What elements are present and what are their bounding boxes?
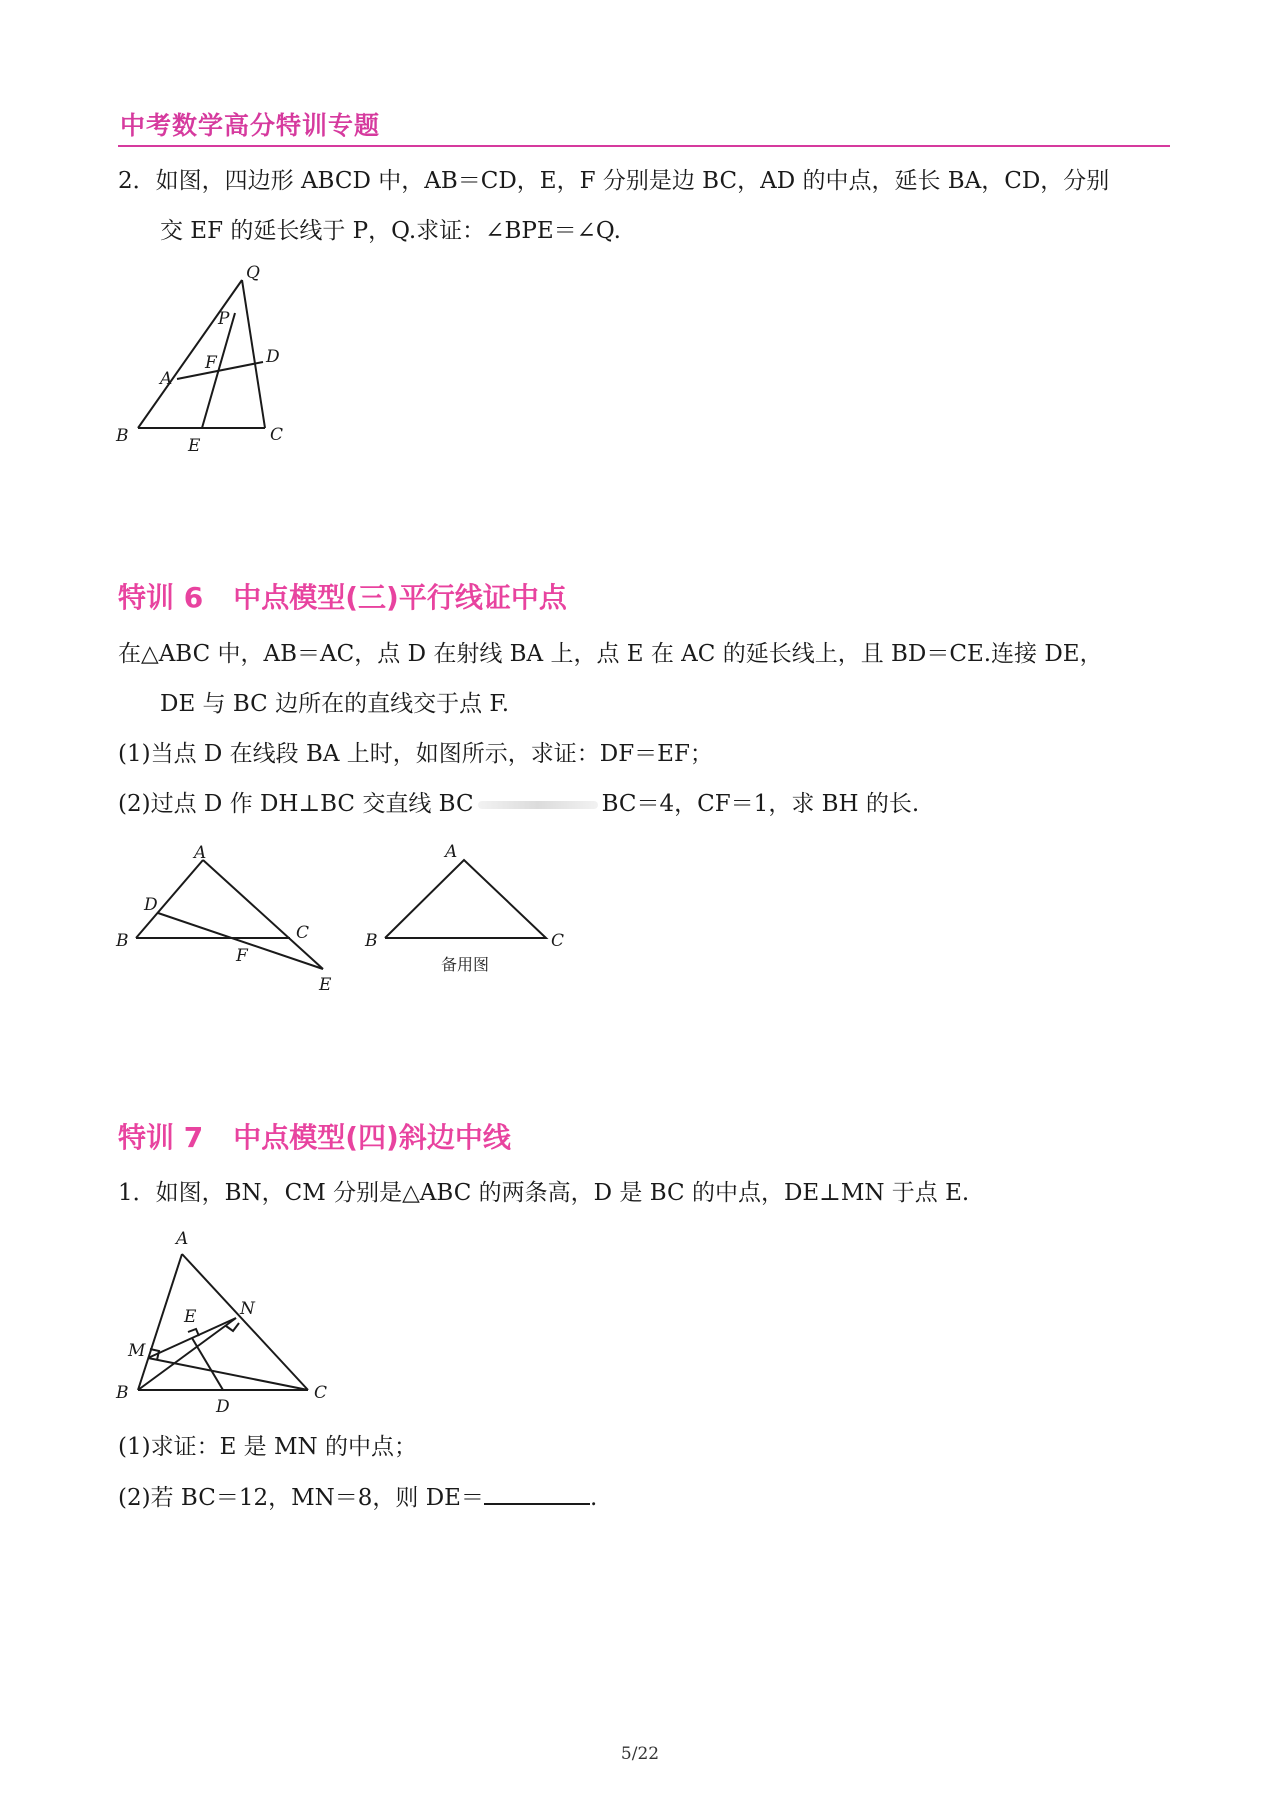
- segment-bn: [138, 1318, 236, 1390]
- section7-heading: [118, 1116, 511, 1156]
- label-a: A: [160, 369, 173, 389]
- section7-q2-start: (2)若 BC＝12，MN＝8，则 DE＝: [118, 1485, 484, 1511]
- section7-q2: [118, 1481, 597, 1515]
- section6-intro-line2: DE 与 BC 边所在的直线交于点 F.: [160, 691, 510, 717]
- problem2-line1: 2．如图，四边形 ABCD 中，AB＝CD，E，F 分别是边 BC，AD 的中点，延长 BA，CD，分别: [118, 168, 1110, 194]
- label-f: F: [205, 353, 217, 373]
- label-a: A: [176, 1229, 189, 1249]
- section6-figure2: [355, 842, 575, 982]
- obscured-text: [478, 801, 598, 809]
- label-c: C: [296, 923, 310, 943]
- label-f: F: [236, 946, 248, 966]
- label-c: C: [314, 1383, 328, 1403]
- label-b: B: [116, 426, 129, 446]
- label-b: B: [116, 931, 129, 951]
- answer-blank[interactable]: [484, 1483, 590, 1505]
- section6-figure1: [110, 842, 350, 992]
- section7-q2-end: .: [589, 1485, 598, 1511]
- segment-ab: [138, 1254, 182, 1390]
- section7-intro: 1．如图，BN，CM 分别是△ABC 的两条高，D 是 BC 的中点，DE⊥MN 于点 E.: [118, 1180, 970, 1206]
- label-p: P: [218, 309, 230, 329]
- section6-q2: [118, 787, 919, 821]
- header-title: 中考数学高分特训专题: [120, 111, 381, 140]
- label-b: B: [116, 1383, 129, 1403]
- segment-cq: [242, 280, 265, 428]
- problem2-line2: 交 EF 的延长线于 P，Q.求证：∠BPE＝∠Q.: [160, 218, 621, 244]
- section6-number: 特训 6: [118, 581, 204, 614]
- section6-heading: [118, 576, 567, 616]
- label-e: E: [188, 436, 201, 456]
- figure-caption: 备用图: [441, 955, 490, 974]
- section7-number: 特训 7: [118, 1121, 204, 1154]
- problem2-figure: [110, 258, 300, 458]
- label-d: D: [216, 1397, 230, 1417]
- segment-de: [192, 1338, 223, 1390]
- section6-title: 中点模型(三)平行线证中点: [233, 581, 567, 614]
- header-divider: [118, 145, 1170, 147]
- section6-q2-start: (2)过点 D 作 DH⊥BC 交直线 BC: [118, 791, 474, 817]
- label-c: C: [551, 931, 565, 951]
- label-b: B: [365, 931, 378, 951]
- section7-title: 中点模型(四)斜边中线: [233, 1121, 511, 1154]
- label-d: D: [144, 895, 158, 915]
- label-n: N: [240, 1299, 255, 1319]
- section6-q1: (1)当点 D 在线段 BA 上时，如图所示，求证：DF＝EF；: [118, 741, 713, 767]
- label-e: E: [184, 1307, 197, 1327]
- section6-q2-end: BC＝4，CF＝1，求 BH 的长.: [601, 791, 920, 817]
- section7-q1: (1)求证：E 是 MN 的中点；: [118, 1434, 417, 1460]
- label-m: M: [128, 1341, 146, 1361]
- label-d: D: [266, 347, 280, 367]
- label-e: E: [319, 975, 332, 992]
- label-c: C: [270, 425, 284, 445]
- segment-bq: [138, 280, 242, 428]
- segment-ae: [203, 860, 323, 969]
- triangle-abc: [385, 860, 546, 938]
- label-a: A: [445, 842, 458, 862]
- section7-figure: [110, 1222, 340, 1417]
- label-q: Q: [246, 263, 260, 283]
- section6-intro-line1: 在△ABC 中，AB＝AC，点 D 在射线 BA 上，点 E 在 AC 的延长线上，且 BD＝CE.连接 DE，: [118, 641, 1103, 667]
- segment-ac: [182, 1254, 308, 1390]
- label-a: A: [194, 843, 207, 863]
- page-number: 5/22: [620, 1744, 660, 1764]
